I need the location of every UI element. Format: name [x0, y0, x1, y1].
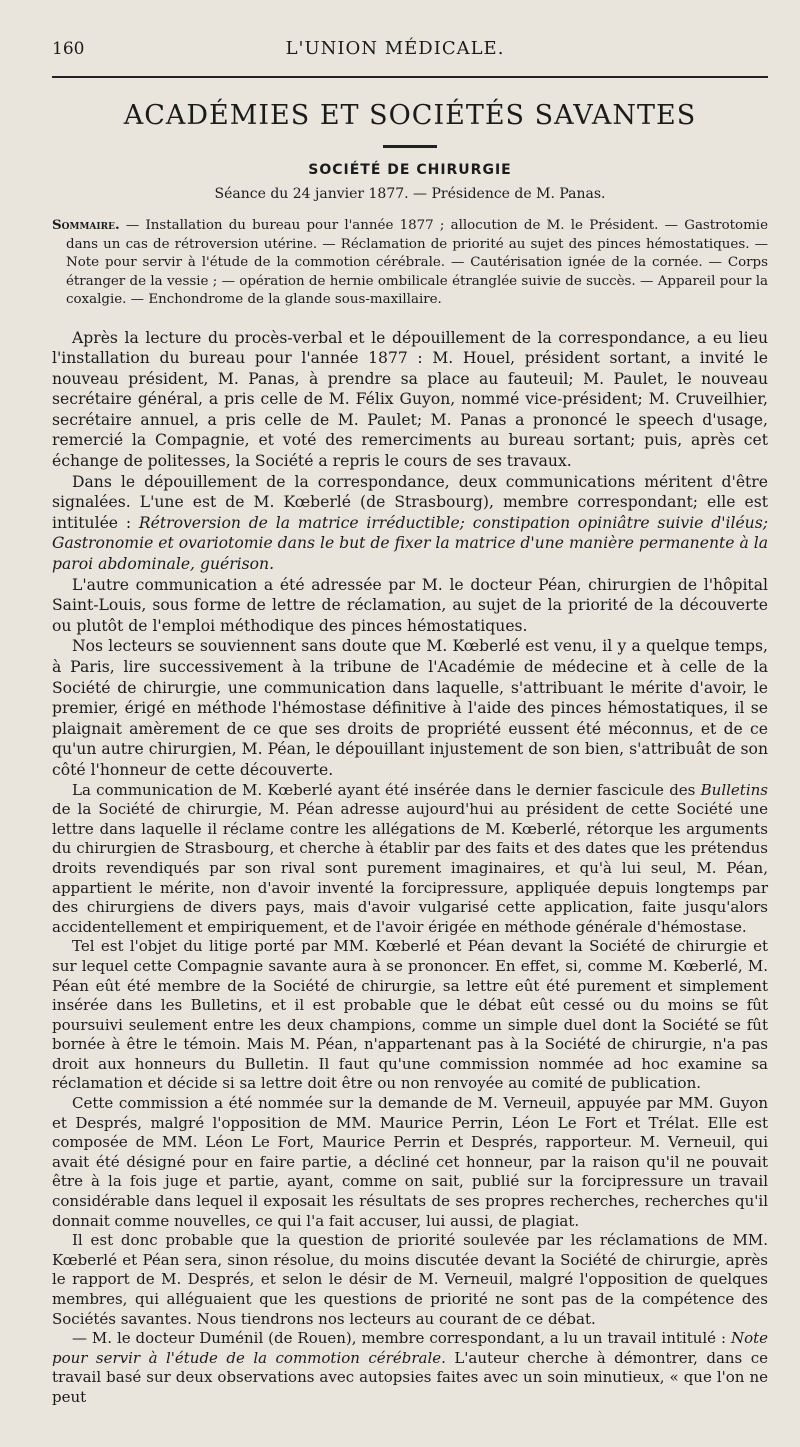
paragraph-priority: Il est donc probable que la question de priorité soulevée par les réclamations de MM. Kœberlé et Péan sera, sinon résolue, du moins discutée devant la Société de chirurgie, après le rapport de M. Després, et selon le désir de M. Verneuil, malgré l'opposition de quelques membres, qui alléguaient que les questions de priorité ne sont pas de la compétence des Sociétés savantes. Nous tiendrons nos lecteurs au courant de ce débat.	[52, 1231, 768, 1328]
paragraph-bulletins-text-a: La communication de M. Kœberlé ayant été insérée dans le dernier fascicule des	[72, 780, 701, 799]
header-rule	[52, 76, 768, 78]
paragraph-correspondance	[52, 472, 768, 575]
paragraph-litige: Tel est l'objet du litige porté par MM. Kœberlé et Péan devant la Société de chirurgie et sur lequel cette Compagnie savante aura à se prononcer. En effet, si, comme M. Kœberlé, M. Péan eût été membre de la Société de chirurgie, sa lettre eût été purement et simplement insérée dans les Bulletins, et il est probable que le débat eût cessé ou du moins se fût poursuivi seulement entre les deux champions, comme un simple duel dont la Société se fût bornée à être le témoin. Mais M. Péan, n'appartenant pas à la Société de chirurgie, n'a pas droit aux honneurs du Bulletin. Il faut qu'une commission nommée ad hoc examine sa réclamation et décide si sa lettre doit être ou non renvoyée au comité de publication.	[52, 937, 768, 1093]
paragraph-pean-letter: L'autre communication a été adressée par M. le docteur Péan, chirurgien de l'hôpital Saint-Louis, sous forme de lettre de réclamation, au sujet de la priorité de la découverte ou plutôt de l'emploi méthodique des pinces hémostatiques.	[52, 575, 768, 635]
society-name: SOCIÉTÉ DE CHIRURGIE	[308, 162, 512, 178]
bulletins-italic: Bulletins	[700, 780, 768, 799]
paragraph-koeberle-claim: Nos lecteurs se souviennent sans doute que M. Kœberlé est venu, il y a quelque temps, à Paris, lire successivement à la tribune de l'Académie de médecine et à celle de la Société de chirurgie, une communication dans laquelle, s'attribuant le mérite d'avoir, le premier, érigé en méthode l'hémostase définitive à l'aide des pinces hémostatiques, il se plaignait amèrement de ce que ses droits de propriété eussent été méconnus, et de ce qu'un autre chirurgien, M. Péan, le dépouillant injustement de son bien, s'attribuât de son côté l'honneur de cette découverte.	[52, 637, 768, 779]
paragraph-dumenil-text-a: — M. le docteur Duménil (de Rouen), membre correspondant, a lu un travail intitulé :	[72, 1329, 731, 1348]
paragraph-dumenil	[52, 1329, 768, 1407]
paragraph-correspondance-text: Dans le dépouillement de la correspondance, deux communications méritent d'être signalées. L'une est de M. Kœberlé (de Strasbourg), membre correspondant; elle est intitulée :	[52, 472, 768, 532]
title-divider	[383, 145, 437, 148]
dumenil-title: Note pour servir à l'étude de la commotion cérébrale.	[52, 1329, 768, 1367]
summary	[52, 216, 768, 310]
paragraph-bulletins-text-c: de la Société de chirurgie, M. Péan adresse aujourd'hui au président de cette Société une lettre dans laquelle il réclame contre les allégations de M. Kœberlé, rétorque les arguments du chirurgien de Strasbourg, et cherche à établir par des faits et des dates que les prétendus droits revendiqués par son rival sont purement imaginaires, et qu'à lui seul, M. Péan, appartient le mérite, non d'avoir inventé la forcipressure, appliquée depuis longtemps par des chirurgiens de divers pays, mais d'avoir vulgarisé cette application, faite jusqu'alors accidentellement et empiriquement, et de l'avoir érigée en méthode générale d'hémostase.	[52, 800, 768, 936]
koeberle-title: Rétroversion de la matrice irréductible; constipation opiniâtre suivie d'iléus; Gastronomie et ovariotomie dans le but de fixer la matrice d'une manière permanente à la paroi abdominale, guérison.	[52, 513, 768, 574]
journal-title: L'UNION MÉDICALE.	[285, 38, 505, 59]
paragraph-commission: Cette commission a été nommée sur la demande de M. Verneuil, appuyée par MM. Guyon et Després, malgré l'opposition de MM. Maurice Perrin, Léon Le Fort et Trélat. Elle est composée de MM. Léon Le Fort, Maurice Perrin et Després, rapporteur. M. Verneuil, qui avait été désigné pour en faire partie, a décliné cet honneur, par la raison qu'il ne pouvait être à la fois juge et partie, ayant, comme on sait, publié sur la forcipressure un travail considérable dans lequel il exposait les résultats de ses propres recherches, recherches qu'il donnait comme nouvelles, ce qui l'a fait accuser, lui aussi, de plagiat.	[52, 1094, 768, 1230]
seance-line: Séance du 24 janvier 1877. — Présidence de M. Panas.	[214, 186, 606, 202]
summary-lead: Sommaire.	[52, 217, 120, 233]
paragraph-dumenil-text-c: L'auteur cherche à démontrer, dans ce travail basé sur deux observations avec autopsies faites avec un soin minutieux, « que l'on ne peut	[52, 1348, 768, 1406]
article-body-continued	[52, 781, 768, 1408]
summary-text: — Installation du bureau pour l'année 1877 ; allocution de M. le Président. — Gastrotomie dans un cas de rétroversion utérine. — Réclamation de priorité au sujet des pinces hémostatiques. — Note pour servir à l'étude de la commotion cérébrale. — Cautérisation ignée de la cornée. — Corps étranger de la vessie ; — opération de hernie ombilicale étranglée suivie de succès. — Appareil pour la coxalgie. — Enchondrome de la glande sous-maxillaire.	[66, 218, 768, 307]
running-head	[52, 38, 768, 72]
paragraph-installation: Après la lecture du procès-verbal et le dépouillement de la correspondance, a eu lieu l'installation du bureau pour l'année 1877 : M. Houel, président sortant, a invité le nouveau président, M. Panas, à prendre sa place au fauteuil; M. Paulet, le nouveau secrétaire général, a pris celle de M. Félix Guyon, nommé vice-président; M. Cruveilhier, secrétaire annuel, a pris celle de M. Paulet; M. Panas a prononcé le speech d'usage, remercié la Compagnie, et voté des remerciments au bureau sortant; puis, après cet échange de politesses, la Société a repris le cours de ses travaux.	[52, 328, 768, 471]
page-number: 160	[52, 39, 85, 59]
paragraph-bulletins	[52, 781, 768, 938]
section-title: ACADÉMIES ET SOCIÉTÉS SAVANTES	[123, 100, 697, 131]
article-body	[52, 328, 768, 781]
